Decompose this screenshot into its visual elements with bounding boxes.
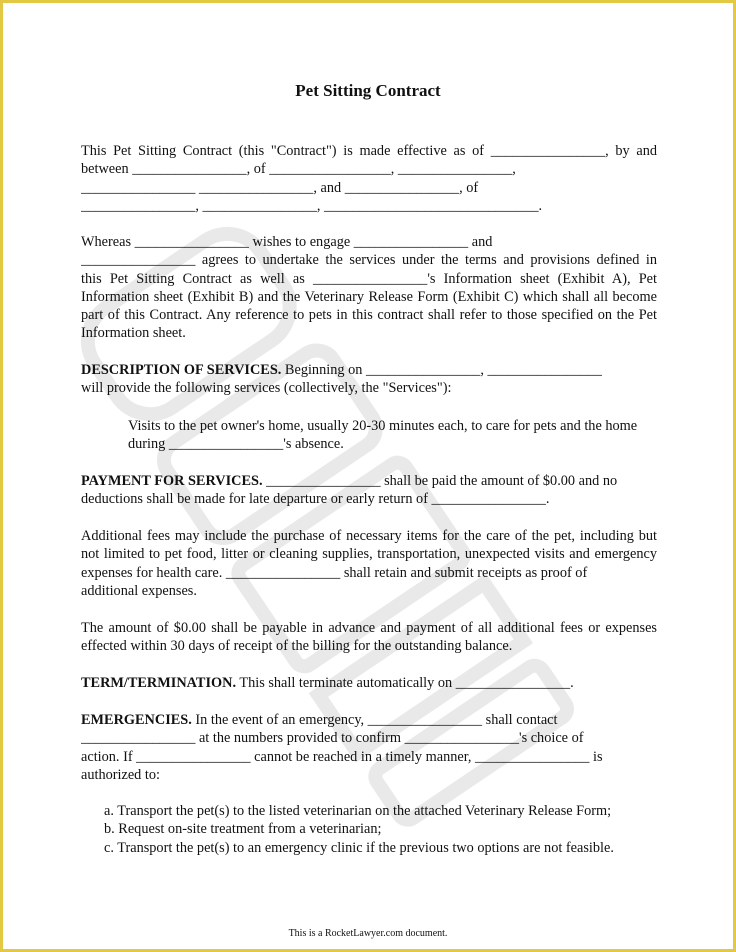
list-item: b. Request on-site treatment from a veterinarian; [104, 821, 382, 838]
text-line: between ________________, of _________________, ________________, [81, 161, 516, 178]
emergency-options-list [81, 802, 657, 857]
text-line: Information sheet (Exhibit B) and the Veterinary Release Form (Exhibit C) which shall all become [81, 288, 657, 305]
text-line: action. If ________________ cannot be reached in a timely manner, ________________ is [81, 748, 603, 765]
text-line: Beginning on ________________, ________________ [281, 362, 602, 378]
text-line: ________________, ________________, ______________________________. [81, 197, 543, 214]
emergencies-section [81, 711, 657, 784]
text-line: Additional fees may include the purchase of necessary items for the care of the pet, including but [81, 528, 657, 544]
text-line: ________________ at the numbers provided to confirm ________________'s choice of [81, 730, 584, 747]
text-line: Whereas ________________ wishes to engage ________________ and [81, 234, 493, 250]
services-detail [81, 417, 657, 454]
text-line: ________________ ________________, and ________________, of [81, 179, 479, 196]
text-line: this Pet Sitting Contract as well as ________________'s Information sheet (Exhibit A), Pet [81, 270, 657, 287]
amount-paragraph [81, 619, 657, 656]
whereas-paragraph [81, 233, 657, 343]
section-heading: PAYMENT FOR SERVICES. [81, 473, 263, 489]
section-heading: DESCRIPTION OF SERVICES. [81, 362, 282, 378]
document-title: Pet Sitting Contract [295, 81, 441, 100]
description-of-services-section [81, 361, 657, 398]
section-heading: TERM/TERMINATION. [81, 675, 237, 691]
text-line: deductions shall be made for late departure or early return of ________________. [81, 491, 550, 508]
text-line: will provide the following services (collectively, the "Services"): [81, 380, 452, 397]
document-footer: This is a RocketLawyer.com document. [288, 928, 448, 939]
text-line: Visits to the pet owner's home, usually 20-30 minutes each, to care for pets and the home [128, 418, 638, 434]
payment-section [81, 472, 657, 509]
list-item: c. Transport the pet(s) to an emergency clinic if the previous two options are not feasible. [104, 839, 614, 856]
section-heading: EMERGENCIES. [81, 712, 192, 728]
text-line: This Pet Sitting Contract (this "Contract") is made effective as of ________________, by and [81, 143, 657, 159]
text-line: additional expenses. [81, 582, 197, 599]
text-line: authorized to: [81, 766, 161, 783]
text-line: effected within 30 days of receipt of the billing for the outstanding balance. [81, 638, 513, 655]
text-line: ________________ shall be paid the amount of $0.00 and no [262, 473, 618, 489]
term-termination-section [81, 674, 657, 692]
text-line: part of this Contract. Any reference to pets in this contract shall refer to those specified on the Pet [81, 307, 657, 324]
text-line: expenses for health care. ________________ shall retain and submit receipts as proof of [81, 564, 588, 581]
text-line: ________________ agrees to undertake the services under the terms and provisions defined in [81, 252, 657, 269]
additional-fees-paragraph [81, 527, 657, 600]
text-line: not limited to pet food, litter or cleaning supplies, transportation, unexpected visits and emergency [81, 546, 657, 563]
text-line: Information sheet. [81, 325, 186, 342]
intro-paragraph [81, 142, 657, 215]
text-line: during ________________'s absence. [128, 436, 344, 453]
text-line: The amount of $0.00 shall be payable in advance and payment of all additional fees or expenses [81, 620, 657, 636]
text-line: In the event of an emergency, ________________ shall contact [191, 712, 558, 728]
text-line: This shall terminate automatically on ________________. [236, 675, 574, 691]
list-item: a. Transport the pet(s) to the listed veterinarian on the attached Veterinary Release Form; [104, 803, 612, 819]
